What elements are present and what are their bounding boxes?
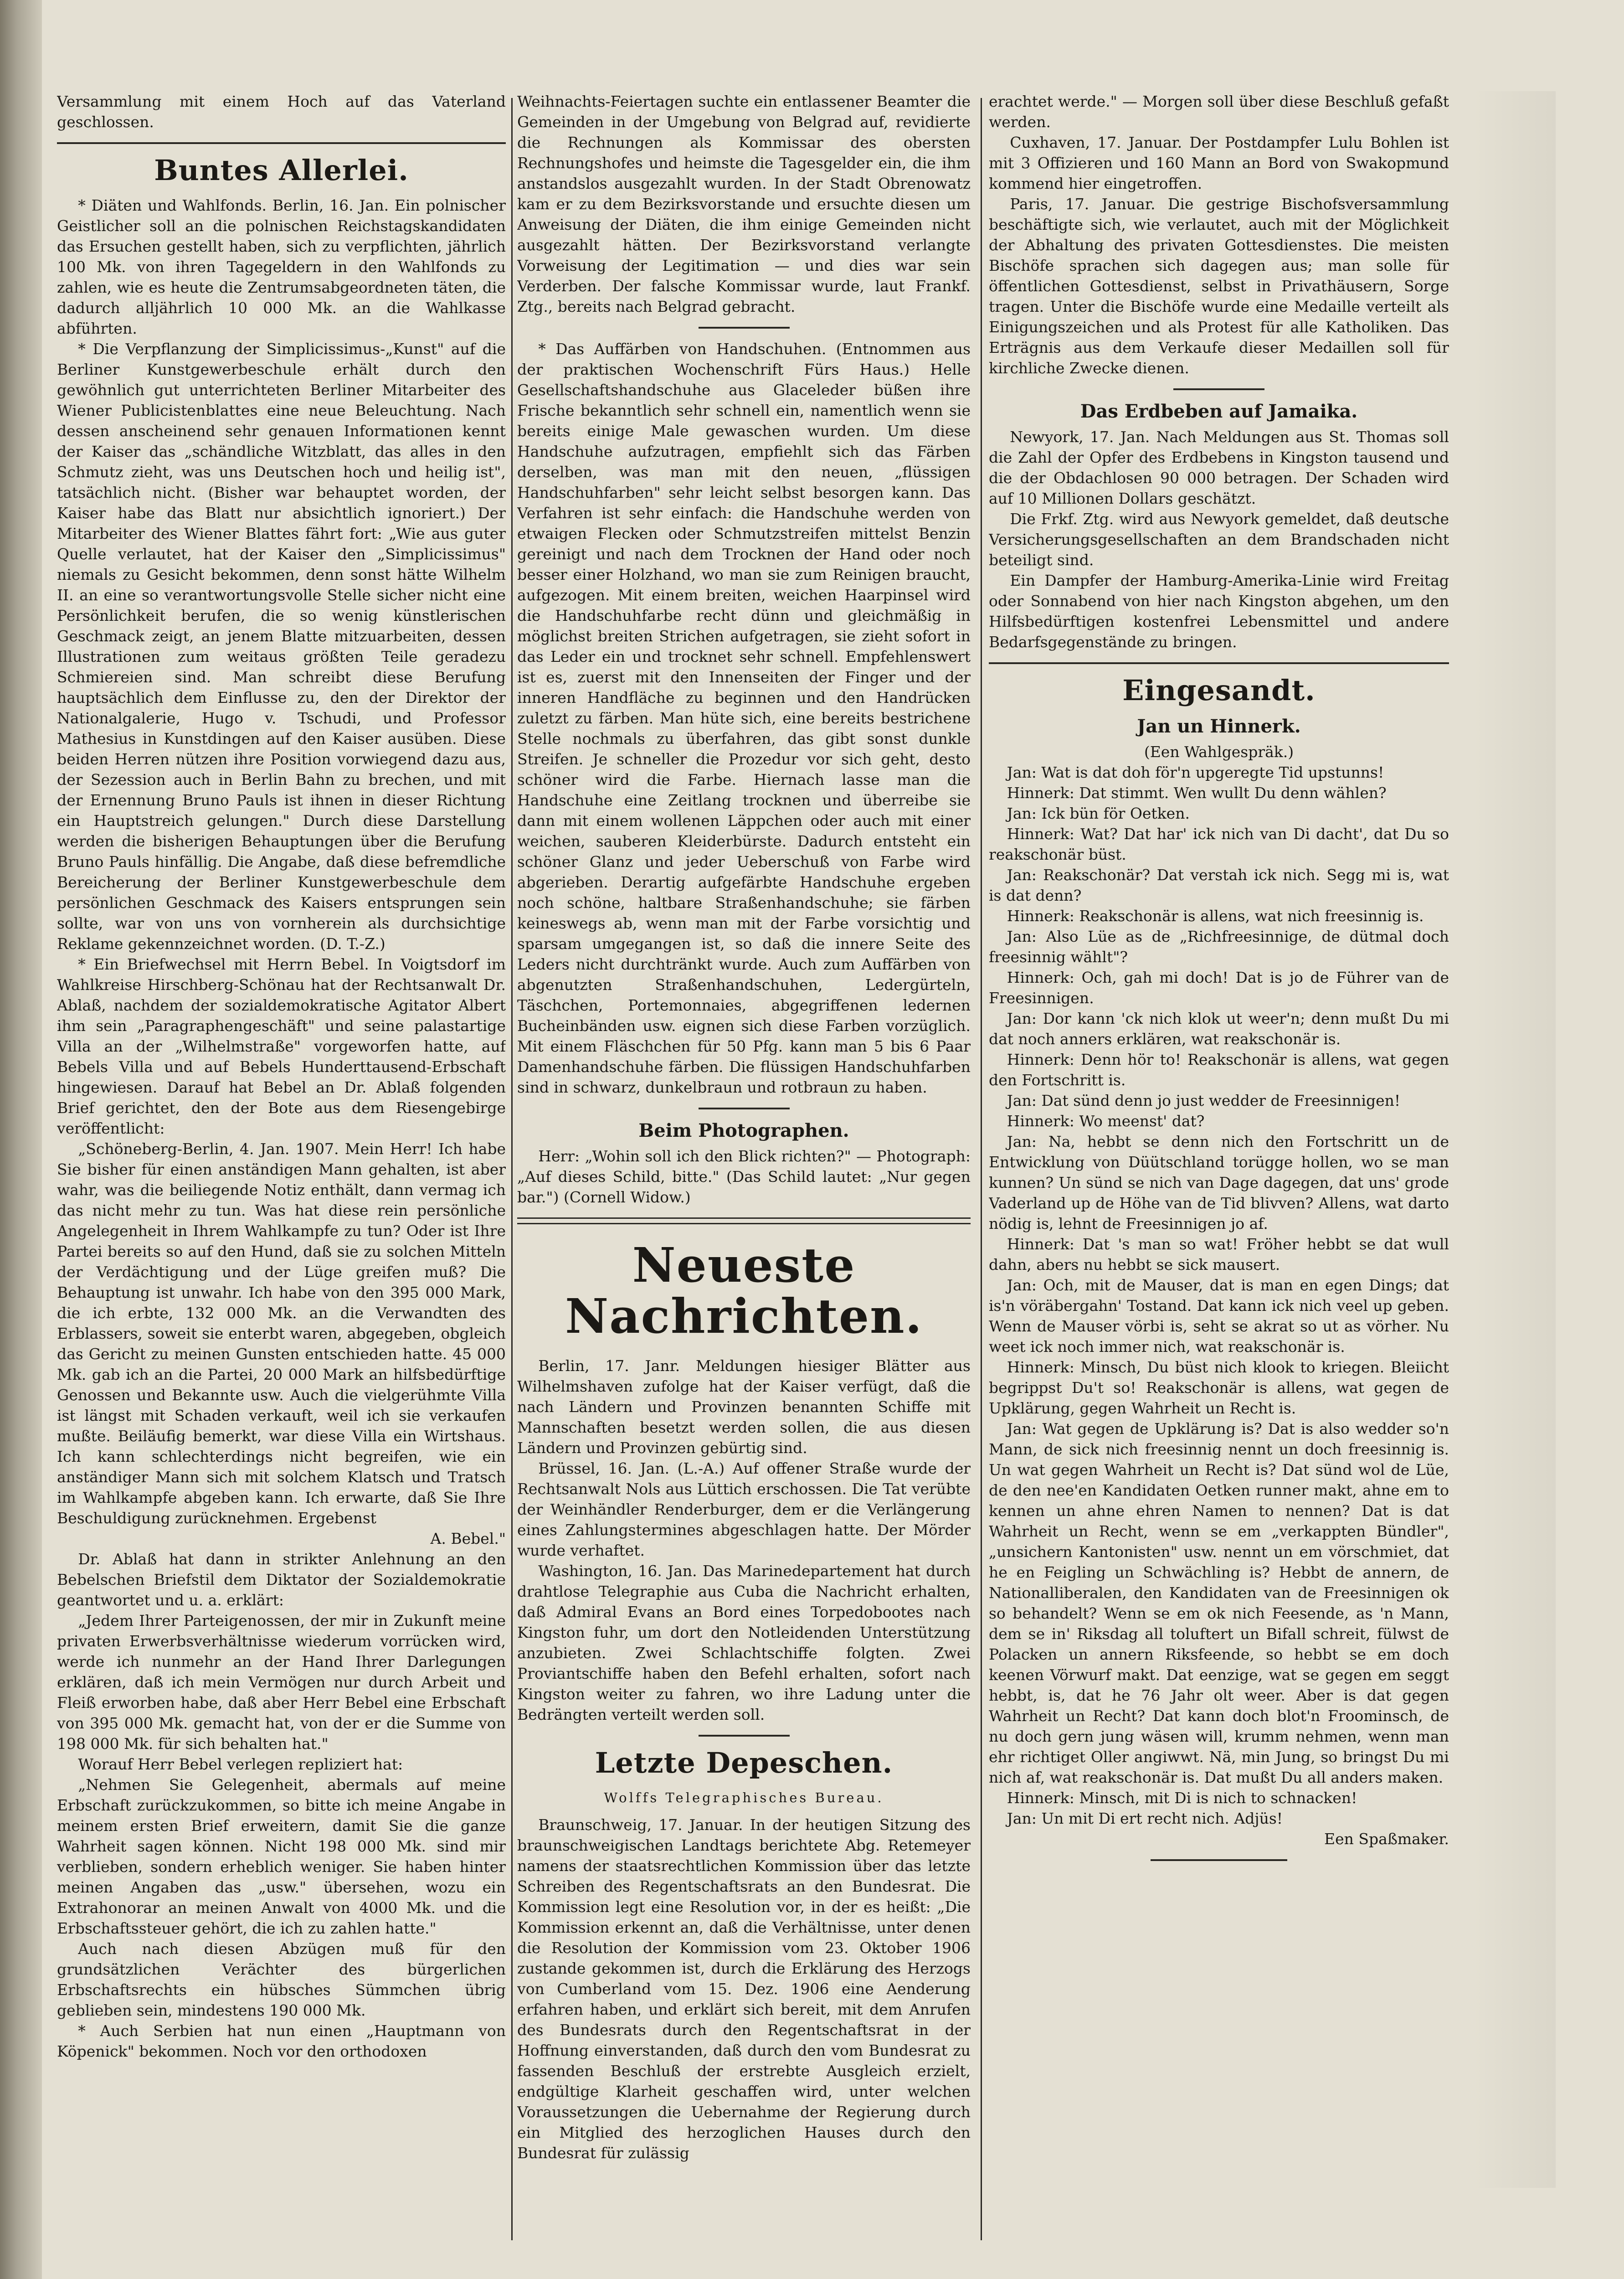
article-handschuhe: * Das Auffärben von Handschuhen. (Entnommen aus der praktischen Wochenschrift Fürs Haus.) Helle Gesellschaftshandschuhe aus Glaceleder büßen ihre Frische bekanntlich sehr schnell ein, namentlich wenn sie bereits einige Male gewaschen wurden. Um diese Handschuhe aufzutragen, empfiehlt sich das Färben derselben, was man mit den neuen, „flüssigen Handschuhfarben" sehr leicht selbst besorgen kann. Das Verfahren ist sehr einfach: die Handschuhe werden von etwaigen Flecken oder Schmutzstreifen mittelst Benzin gereinigt und nach dem Trocknen der Hand oder noch besser einer Holzhand, wo man sie zum Reinigen braucht, aufgezogen. Mit einem breiten, weichen Haarpinsel wird die Handschuhfarbe recht dünn und gleichmäßig in möglichst breiten Strichen aufgetragen, sie zieht sofort in das Leder ein und trocknet sehr schnell. Empfehlenswert ist es, zuerst mit den Innenseiten der Finger und der inneren Handfläche zu beginnen und den Handrücken zuletzt zu färben. Man hüte sich, eine bereits bestrichene Stelle nochmals zu überfahren, das gibt sonst dunkle Streifen. Je schneller die Prozedur vor sich geht, desto schöner wird die Farbe. Hiernach lasse man die Handschuhe eine Zeitlang trocknen und überreibe sie dann mit einem wollenen Läppchen oder auch mit einer weichen, sauberen Kleiderbürste. Dadurch entsteht ein schöner Glanz und jeder Ueberschuß von Farbe wird abgerieben. Derartig aufgefärbte Handschuhe ergeben noch schöne, haltbare Straßenhandschuhe; sie färben keineswegs ab, wenn man mit der Farbe vorsichtig und sparsam umgegangen ist, so daß die innere Seite des Leders nicht durchtränkt wurde. Auch zum Auffärben von abgenutzten Straßenhandschuhen, Ledergürteln, Täschchen, Portemonnaies, abgegriffenen ledernen Bucheinbänden usw. eignen sich diese Farben vorzüglich. Mit einem Fläschchen für 50 Pfg. kann man 5 bis 6 Paar Damenhandschuhe färben. Die flüssigen Handschuhfarben sind in schwarz, dunkelbraun und rotbraun zu haben. xyxy=(517,340,971,1096)
bebel-letter: „Schöneberg-Berlin, 4. Jan. 1907. Mein Herr! Ich habe Sie bisher für einen anständigen Mann gehalten, ist aber wahr, was die beiliegende Notiz enthält, dann vermag ich das nicht mehr zu tun. Was hat diese rein persönliche Angelegenheit in Ihrem Wahlkampfe zu tun? Oder ist Ihre Partei bereits so auf den Hund, daß sie zu solchen Mitteln der Verdächtigung und der Lüge greifen muß? Die Behauptung ist unwahr. Ich habe von den 395 000 Mark, die ich erbte, 132 000 Mk. an die Verwandten des Erblassers, soweit sie enterbt waren, abgegeben, obgleich das Gericht zu meinen Gunsten entschieden hatte. 45 000 Mk. gab ich an die Partei, 20 000 Mark an hilfsbedürftige Genossen und Bekannte usw. Auch die vielgerühmte Villa ist längst mit Schaden verkauft, weil ich sie verkaufen mußte. Beiläufig bemerkt, war diese Villa ein Wirtshaus. Ich kann schlechterdings nicht begreifen, wie ein anständiger Mann sich mit solchem Klatsch und Tratsch im Wahlkampfe abgeben kann. Ich erwarte, daß Sie Ihre Beschuldigung zurücknehmen. Ergebenst xyxy=(57,1140,506,1527)
dialog-title: Jan un Hinnerk. xyxy=(1137,716,1301,737)
dialog-line: Jan: Och, mit de Mauser, dat is man en egen Dings; dat is'n vöräbergahn' Tostand. Dat kann ick nich veel up geben. Wenn de Mauser vörbi is, seht se akrat so ut as vörher. Nu weet ick noch immer nich, wat reakschonär is. xyxy=(989,1276,1449,1356)
ablass-reply-intro: Dr. Ablaß hat dann in strikter Anlehnung an den Bebelschen Briefstil dem Diktator der Sozialdemokratie geantwortet und u. a. erklärt: xyxy=(57,1550,506,1609)
news-paris: Paris, 17. Januar. Die gestrige Bischofsversammlung beschäftigte sich, wie verlautet, auch mit der Möglichkeit der Abhaltung des privaten Gottesdienstes. Die meisten Bischöfe sprachen sich dagegen aus; man solle für öffentlichen Gottesdienst, selbst in Privathäusern, Sorge tragen. Unter die Bischöfe wurde eine Medaille verteilt als Einigungszeichen und als Protest für alle Katholiken. Das Erträgnis aus dem Verkaufe dieser Medaillen soll für kirchliche Zwecke dienen. xyxy=(989,195,1449,377)
dialog-line: Hinnerk: Minsch, Du büst nich klook to kriegen. Bleiicht begrippst Du't so! Reakschonär is allens, wat gegen de Upklärung, gegen Wahrheit un Recht is. xyxy=(989,1358,1449,1417)
column-3 xyxy=(989,91,1449,2119)
column-1 xyxy=(57,91,506,2224)
short-divider xyxy=(699,1108,790,1109)
dialog-line: Jan: Na, hebbt se denn nich den Fortschritt un de Entwicklung von Düütschland torügge hollen, wo se man kunnen? Un sünd se nich van Dage dagegen, dat uns' grode Vaderland up de Höhe van de Tid blivven? Allens, wat darto nödig is, lehnt de Freesinnigen jo af. xyxy=(989,1133,1449,1232)
joke-title: Beim Photographen. xyxy=(638,1120,849,1141)
section-heading-letzte-depeschen: Letzte Depeschen. xyxy=(595,1746,893,1779)
serbien-continued: Weihnachts-Feiertagen suchte ein entlassener Beamter die Gemeinden in der Umgebung von Belgrad auf, revidierte die Rechnungen als Kommissar des obersten Rechnungshofes und heimste die Tagesgelder ein, die ihm anstandslos ausgezahlt wurden. In der Stadt Obrenowatz kam er zu dem Bezirksvorstande und ersuchte diesen um Anweisung der Diäten, die ihm einige Gemeinden nicht ausgezahlt hätten. Der Bezirksvorstand verlangte Vorweisung der Legitimation — und dies war sein Verderben. Der falsche Kommissar wurde, laut Frankf. Ztg., bereits nach Belgrad gebracht. xyxy=(517,93,971,315)
section-heading-buntes-allerlei: Buntes Allerlei. xyxy=(154,154,409,187)
dialog-body xyxy=(989,762,1449,1829)
news-cuxhaven: Cuxhaven, 17. Januar. Der Postdampfer Lulu Bohlen ist mit 3 Offizieren und 160 Mann an Bord von Swakopmund kommend hier eingetroffen. xyxy=(989,134,1449,192)
dialog-line: Jan: Reakschonär? Dat verstah ick nich. Segg mi is, wat is dat denn? xyxy=(989,866,1449,904)
news-newyork: Newyork, 17. Jan. Nach Meldungen aus St. Thomas soll die Zahl der Opfer des Erdbebens in Kingston tausend und die der Obdachlosen 90 000 betragen. Der Schaden wird auf 10 Millionen Dollars geschätzt. xyxy=(989,428,1449,507)
dialog-line: Hinnerk: Och, gah mi doch! Dat is jo de Führer van de Freesinnigen. xyxy=(989,969,1449,1007)
braunschweig-continued: erachtet werde." — Morgen soll über diese Beschluß gefaßt werden. xyxy=(989,93,1449,131)
dialog-line: Hinnerk: Denn hör to! Reakschonär is allens, wat gegen den Fortschritt is. xyxy=(989,1051,1449,1089)
bebel-reply: „Nehmen Sie Gelegenheit, abermals auf meine Erbschaft zurückzukommen, so bitte ich meine Angabe in meinem ersten Brief erweitern, damit Sie die ganze Wahrheit sagen können. Nicht 198 000 Mk. sind mir verblieben, sondern erheblich weniger. Sie haben hinter meinen Angaben das „usw." übersehen, wozu ein Extrahonorar an meinen Anwalt von 4000 Mk. und die Erbschaftssteuer gehört, die ich zu zahlen hatte." xyxy=(57,1776,506,1937)
short-divider xyxy=(699,327,790,329)
news-washington: Washington, 16. Jan. Das Marinedepartement hat durch drahtlose Telegraphie aus Cuba die Nachricht erhalten, daß Admiral Evans an Bord eines Torpedobootes nach Kingston fuhr, um dort den Notleidenden Unterstützung anzubieten. Zwei Schlachtschiffe folgten. Zwei Proviantschiffe haben den Befehl erhalten, sofort nach Kingston weiter zu fahren, wo ihre Ladung unter die Bedrängten verteilt werden soll. xyxy=(517,1562,971,1723)
section-heading-neueste-nachrichten: Neueste Nachrichten. xyxy=(565,1237,923,1344)
bebel-reply-intro: Worauf Herr Bebel verlegen repliziert hat: xyxy=(78,1755,403,1773)
divider xyxy=(989,662,1449,664)
divider xyxy=(57,142,506,144)
column-rule-1 xyxy=(511,98,513,2240)
article-serbien: * Auch Serbien hat nun einen „Hauptmann von Köpenick" bekommen. Noch vor den orthodoxen xyxy=(57,2022,506,2060)
show-through-bleed xyxy=(1474,91,1556,2188)
dialog-line: Jan: Ick bün för Oetken. xyxy=(1007,804,1190,822)
closing-remark: Auch nach diesen Abzügen muß für den grundsätzlichen Verächter des bürgerlichen Erbschaftsrechts ein hübsches Sümmchen übrig geblieben sein, mindestens 190 000 Mk. xyxy=(57,1940,506,2019)
dialog-line: Jan: Wat is dat doh för'n upgeregte Tid upstunns! xyxy=(1007,763,1384,781)
article-simplicissimus: * Die Verpflanzung der Simplicissimus-„Kunst" auf die Berliner Kunstgewerbeschule erhält durch den gewöhnlich gut unterrichteten Berliner Mitarbeiter des Wiener Publicistenblattes eine neue Beleuchtung. Nach dessen anscheinend sehr genauen Informationen kennt der Kaiser das „schändliche Witzblatt, das alles in den Schmutz zieht, was uns Deutschen hoch und heilig ist", tatsächlich nicht. (Bisher war behauptet worden, der Kaiser habe das Blatt nur absichtlich ignoriert.) Der Mitarbeiter des Wiener Blattes fährt fort: „Wie aus guter Quelle verlautet, hat der Kaiser den „Simplicissimus" niemals zu Gesicht bekommen, denn sonst hätte Wilhelm II. an eine so verantwortungsvolle Stelle sicher nicht eine Persönlichkeit berufen, die so wenig künstlerischen Geschmack zeigt, an jenem Blatte mitzuarbeiten, dessen Illustrationen zum weitaus größten Teile geradezu Schmiereien sind. Man schreibt diese Berufung hauptsächlich dem Einflusse zu, den der Direktor der Nationalgalerie, Hugo v. Tschudi, und Professor Mathesius in Kunstdingen auf den Kaiser ausüben. Diese beiden Herren nützen ihre Position vorwiegend dazu aus, der Sezession auch in Berlin Bahn zu brechen, und mit der Ernennung Bruno Pauls ist ihnen in dieser Richtung ein Hauptstreich gelungen." Durch diese Darstellung werden die bisherigen Behauptungen über die Berufung Bruno Pauls hinfällig. Die Angabe, daß diese befremdliche Bereicherung der Berliner Kunstgewerbeschule dem persönlichen Geschmack des Kaisers entsprungen sein sollte, war von uns von vornherein als durchsichtige Reklame gekennzeichnet worden. (D. T.-Z.) xyxy=(57,340,506,953)
double-divider xyxy=(517,1217,971,1224)
dialog-line: Hinnerk: Dat stimmt. Wen wullt Du denn wählen? xyxy=(1007,784,1387,802)
joke-text: Herr: „Wohin soll ich den Blick richten?" — Photograph: „Auf dieses Schild, bitte." (Das Schild lautet: „Nur gegen bar.") (Cornell Widow.) xyxy=(517,1147,971,1206)
dialog-signature: Een Spaßmaker. xyxy=(1324,1830,1449,1848)
agency-line: Wolffs Telegraphisches Bureau. xyxy=(604,1790,884,1805)
dialog-line: Hinnerk: Reakschonär is allens, wat nich freesinnig is. xyxy=(1007,907,1424,925)
end-divider xyxy=(1151,1859,1287,1861)
short-divider xyxy=(699,1735,790,1737)
dialog-line: Jan: Also Lüe as de „Richfreesinnige, de dütmal doch freesinnig wählt"? xyxy=(989,928,1449,966)
dialog-line: Jan: Dat sünd denn jo just wedder de Freesinnigen! xyxy=(1007,1092,1401,1109)
news-braunschweig: Braunschweig, 17. Januar. In der heutigen Sitzung des braunschweigischen Landtags berichtete Abg. Retemeyer namens der staatsrechtlichen Kommission über das letzte Schreiben des Regentschaftsrats an den Bundesrat. Die Kommission legt eine Resolution vor, in der es heißt: „Die Kommission erkennt an, daß die Verhältnisse, unter denen die Resolution der Kommission vom 23. Oktober 1906 zustande gekommen ist, durch die Erklärung des Herzogs von Cumberland vom 15. Dez. 1906 eine Aenderung erfahren haben, und erklärt sich bereit, mit dem Anrufen des Bundesrats durch den Regentschaftsrat in der Hoffnung einverstanden, daß durch den vom Bundesrat zu fassenden Beschluß der erstrebte Ausgleich erzielt, endgültige Klarheit geschaffen wird, unter welchen Voraussetzungen die Uebernahme der Regierung durch ein Mitglied des herzoglichen Hauses durch den Bundesrat für zulässig xyxy=(517,1816,971,2162)
dialog-line: Hinnerk: Minsch, mit Di is nich to schnacken! xyxy=(1007,1789,1357,1807)
dialog-line: Jan: Dor kann 'ck nich klok ut weer'n; denn mußt Du mi dat noch anners erklären, wat reakschonär is. xyxy=(989,1010,1449,1048)
dialog-subtitle: (Een Wahlgespräk.) xyxy=(1144,743,1294,761)
dialog-line: Hinnerk: Wat? Dat har' ick nich van Di dacht', dat Du so reakschonär büst. xyxy=(989,825,1449,863)
dialog-line: Jan: Un mit Di ert recht nich. Adjüs! xyxy=(1007,1810,1283,1827)
news-frkf: Die Frkf. Ztg. wird aus Newyork gemeldet, daß deutsche Versicherungsgesellschaften an dem Brandschaden nicht beteiligt sind. xyxy=(989,510,1449,569)
news-dampfer: Ein Dampfer der Hamburg-Amerika-Linie wird Freitag oder Sonnabend von hier nach Kingston abgehen, um den Hilfsbedürftigen kostenfrei Lebensmittel und andere Bedarfsgegenstände zu bringen. xyxy=(989,572,1449,651)
intro-text: Versammlung mit einem Hoch auf das Vaterland geschlossen. xyxy=(57,93,506,131)
news-berlin: Berlin, 17. Janr. Meldungen hiesiger Blätter aus Wilhelmshaven zufolge hat der Kaiser verfügt, daß die nach Ländern und Provinzen benannten Schiffe mit Mannschaften besetzt werden sollen, die aus diesen Ländern und Provinzen gebürtig sind. xyxy=(517,1357,971,1457)
article-bebel-intro: * Ein Briefwechsel mit Herrn Bebel. In Voigtsdorf im Wahlkreise Hirschberg-Schönau hat der Rechtsanwalt Dr. Ablaß, nachdem der sozialdemokratische Agitator Albert ihm sein „Paragraphengeschäft" und seine palastartige Villa an der „Wilhelmstraße" vorgeworfen hatte, auf Bebels Villa und auf Bebels Hunderttausend-Erbschaft hingewiesen. Darauf hat Bebel an Dr. Ablaß folgenden Brief gerichtet, den der Bote aus dem Riesengebirge veröffentlicht: xyxy=(57,955,506,1137)
dialog-line: Hinnerk: Dat 's man so wat! Fröher hebbt se dat wull dahn, abers nu hebbt se sick mausert. xyxy=(989,1235,1449,1274)
page-binding-shadow xyxy=(0,0,42,2279)
subheading-jamaika: Das Erdbeben auf Jamaika. xyxy=(1080,401,1358,422)
dialog-line: Hinnerk: Wo meenst' dat? xyxy=(1007,1112,1205,1130)
bebel-signature: A. Bebel." xyxy=(430,1530,506,1547)
section-heading-eingesandt: Eingesandt. xyxy=(1122,674,1316,707)
short-divider xyxy=(1173,388,1264,390)
dialog-line: Jan: Wat gegen de Upklärung is? Dat is also wedder so'n Mann, de sick nich freesinnig nennt un doch freesinnig is. Un wat gegen Wahrheit un Recht is? Dat sünd wol de Lüe, de den nee'en Kandidaten Oetken runner makt, ahne em to kennen un ahne ehren Namen to nennen? Dat is dat Wahrheit un Recht, wenn se em „verkappten Bündler", „unsichern Kantonisten" usw. nennt un em vörschmiet, dat he en Feigling un Schwächling is? Hebbt de annern, de Nationalliberalen, den Kandidaten van de Freesinnigen ok so behandelt? Wenn se em ok nich Feesende, as 'n Mann, dem se in' Riksdag all toluftert un Bifall schreit, fülwst de Polacken un annern Riksfeende, so hebbt se em doch keenen Vörwurf makt. Dat eenzige, wat se gegen em seggt hebbt, is, dat he 76 Jahr olt weer. Aber is dat gegen Wahrheit un Recht? Dat kann doch blot'n Froominsch, de nu doch gern jung wäsen will, krumm nehmen, wenn man ehr richtiget Oller angiwwt. Nä, min Jung, so bringst Du mi nich af, wat reakschonär is. Dat mußt Du all anders maken. xyxy=(989,1420,1449,1786)
news-bruessel: Brüssel, 16. Jan. (L.-A.) Auf offener Straße wurde der Rechtsanwalt Nols aus Lüttich erschossen. Die Tat verübte der Weinhändler Renderburger, dem er die Verlängerung eines Zahlungstermines abgeschlagen hatte. Der Mörder wurde verhaftet. xyxy=(517,1459,971,1559)
article-diaeten: * Diäten und Wahlfonds. Berlin, 16. Jan. Ein polnischer Geistlicher soll an die polnischen Reichstagskandidaten das Ersuchen gestellt haben, sich zu verpflichten, jährlich 100 Mk. von ihren Tagegeldern in den Wahlfonds zu zahlen, wie es heute die Zentrumsabgeordneten täten, die dadurch alljährlich 10 000 Mk. an die Wahlkasse abführten. xyxy=(57,196,506,337)
column-rule-2 xyxy=(981,98,982,2240)
ablass-reply: „Jedem Ihrer Parteigenossen, der mir in Zukunft meine privaten Erwerbsverhältnisse wiederum vorrücken wird, werde ich nunmehr an der Hand Ihrer Darlegungen erklären, daß ich mein Vermögen nur durch Arbeit und Fleiß erworben habe, daß aber Herr Bebel eine Erbschaft von 395 000 Mk. gemacht hat, von der er die Summe von 198 000 Mk. für sich behalten hat." xyxy=(57,1612,506,1753)
column-2 xyxy=(517,91,971,2224)
